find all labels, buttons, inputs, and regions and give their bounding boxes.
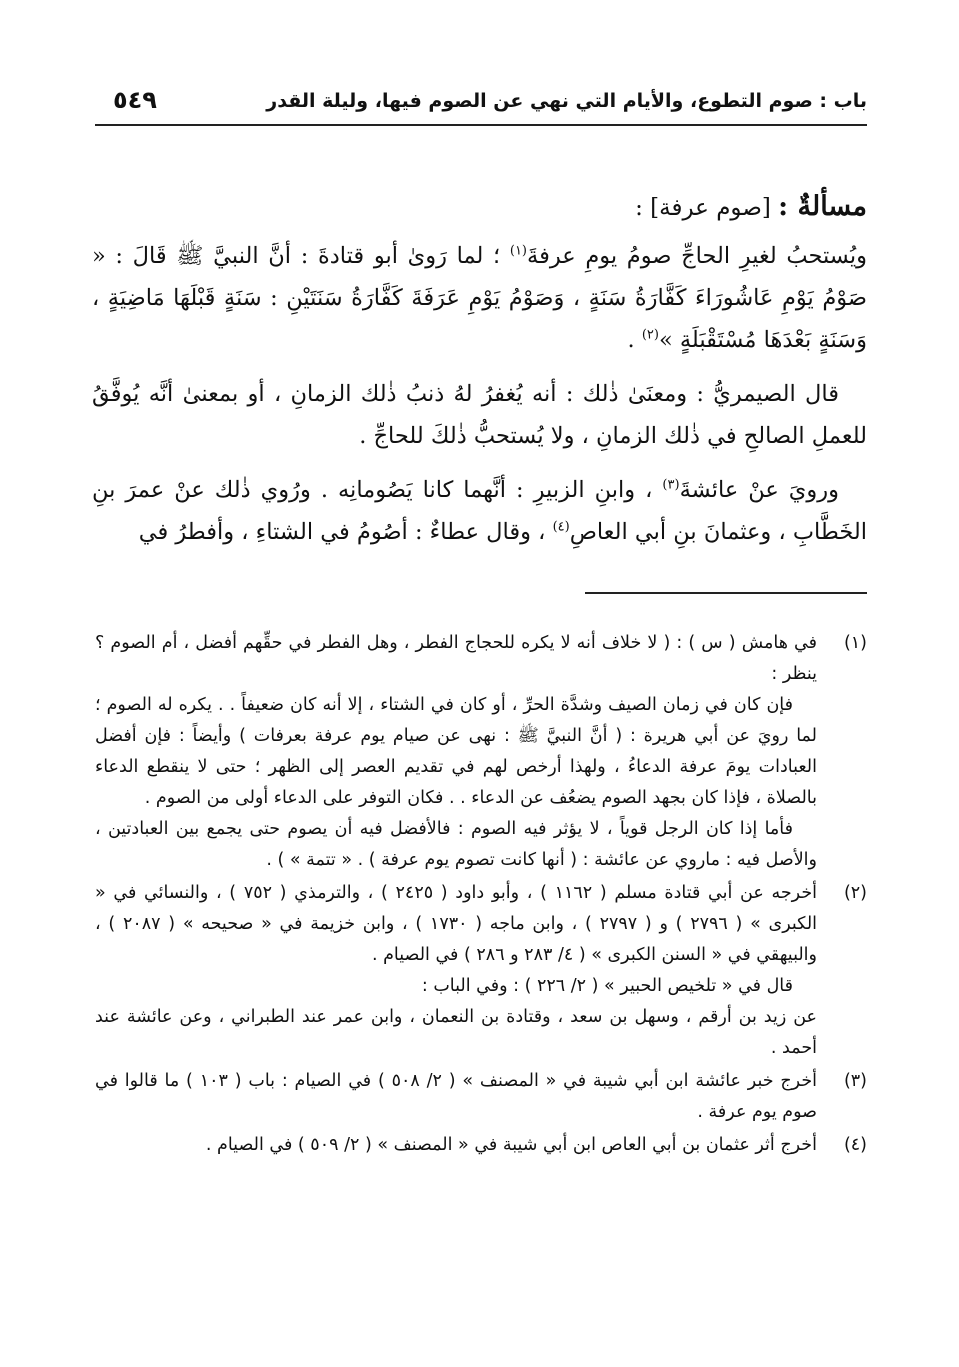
footnote-1 xyxy=(95,628,867,876)
footnote-ref-1: (١) xyxy=(509,243,527,259)
page-number: ٥٤٩ xyxy=(113,86,157,114)
paragraph-1 xyxy=(92,235,867,361)
footnote-subparagraph: فأما إذا كان الرجل قوياً ، لا يؤثر فيه الصوم : فالأفضل فيه أن يصوم حتى يجمع بين العبادتين ، والأصل فيه : ماروي عن عائشة : ( أنها كانت تصوم يوم عرفة ) . « تتمة » ) . xyxy=(95,819,817,870)
footnote-number: (٢) xyxy=(843,883,867,903)
footnote-2 xyxy=(95,878,867,1064)
footnote-ref-3: (٣) xyxy=(662,477,680,493)
footnote-3 xyxy=(95,1066,867,1128)
paragraph-3-part-c: ، وقال عطاءٌ : أصُومُ في الشتاءِ ، وأفطرُ في xyxy=(138,519,546,545)
footnote-body: أخرجه عن أبي قتادة مسلم ( ١١٦٢ ) ، وأبو داود ( ٢٤٢٥ ) ، والترمذي ( ٧٥٢ ) ، والنسائي في « الكبرى » ( ٢٧٩٦ ) و ( ٢٧٩٧ ) ، وابن ماجه ( ١٧٣٠ ) ، وابن خزيمة في « صحيحه » ( ٢٠٨٧ ) ، والبيهقي في « السنن الكبرى » ( ٤/ ٢٨٣ و ٢٨٦ ) في الصيام . xyxy=(95,883,818,965)
page-header xyxy=(95,80,867,126)
footnote-number: (١) xyxy=(843,633,867,653)
main-text xyxy=(92,190,867,565)
paragraph-1-part-b: ؛ لما رَوىٰ أبو قتادةَ : أنَّ النبيَّ ﷺ قَالَ : « صَوْمُ يَوْمِ عَاشُورَاءَ كَفَّارَةُ سَنَةٍ ، وَصَوْمُ يَوْمِ عَرَفَةَ كَفَّارَةُ سَنَتَيْنِ : سَنَةٍ قَبْلَهَا مَاضِيَةٍ ، وَسَنَةٍ بَعْدَهَا مُسْتَقْبَلَةٍ » xyxy=(92,243,867,353)
running-title: باب : صوم التطوع، والأيام التي نهي عن الصوم فيها، وليلة القدر xyxy=(266,90,867,112)
heading-title: [صوم عرفة] : xyxy=(635,195,771,221)
footnotes xyxy=(95,628,867,1163)
footnote-continuation: عن زيد بن أرقم ، وسهل بن سعد ، وقتادة بن النعمان ، وابن عمر عند الطبراني ، وعن عائشة عند أحمد . xyxy=(95,1007,817,1058)
footnote-4 xyxy=(95,1130,867,1161)
footnote-separator xyxy=(585,592,867,594)
footnote-ref-2: (٢) xyxy=(641,327,659,343)
footnote-body: أخرج خبر عائشة ابن أبي شيبة في « المصنف » ( ٢/ ٥٠٨ ) في الصيام : باب ( ١٠٣ ) ما قالوا في صوم يوم عرفة . xyxy=(95,1071,817,1122)
paragraph-2: قال الصيمريُّ : ومعنَىٰ ذٰلك : أنه يُغفرُ لهُ ذنبُ ذٰلك الزمانِ ، أو بمعنىٰ أنَّه يُوفَّقُ للعملِ الصالحِ في ذٰلك الزمانِ ، ولا يُستحبُّ ذٰلكَ للحاجِّ . xyxy=(92,381,867,449)
footnote-subparagraph: قال في « تلخيص الحبير » ( ٢/ ٢٢٦ ) : وفي الباب : xyxy=(421,976,793,996)
footnote-body: في هامش ( س ) : ( لا خلاف أنه لا يكره للحجاج الفطر ، وهل الفطر في حقِّهم أفضل ، أم الصوم ؟ ينظر : xyxy=(95,633,817,684)
footnote-number: (٤) xyxy=(843,1135,867,1155)
paragraph-1-part-a: ويُستحبُ لغيرِ الحاجِّ صومُ يومِ عرفةَ xyxy=(527,243,867,269)
footnote-body: أخرج أثر عثمان بن أبي العاص ابن أبي شيبة في « المصنف » ( ٢/ ٥٠٩ ) في الصيام . xyxy=(205,1135,817,1155)
paragraph-3-part-b: ، وابنِ الزبيرِ : أنَّهما كانا يَصُومانِه . ورُوي ذٰلك عنْ عمرَ بنِ الخَطَّابِ ، وعثمانَ بنِ أبي العاصِ xyxy=(92,477,867,545)
paragraph-3 xyxy=(92,469,867,553)
footnote-number: (٣) xyxy=(843,1071,867,1091)
paragraph-3-part-a: ورويَ عنْ عائشةَ xyxy=(679,477,840,503)
section-heading xyxy=(92,190,867,225)
footnote-subparagraph: فإن كان في زمان الصيف وشدَّة الحرِّ ، أو كان في الشتاء ، إلا أنه كان ضعيفاً . . يكره له الصوم ؛ لما رويَ عن أبي هريرة : ( أنَّ النبيَّ ﷺ : نهى عن صيام يوم عرفة بعرفات ) وأيضاً : فإن أفضل العبادات يومَ عرفة الدعاءُ ، ولهذا أرخص لهم في تقديم العصر إلى الظهر ؛ حتى لا ينقطع الدعاء بالصلاة ، فإذا كان بجهد الصوم يضعُف عن الدعاء . . فكان التوفر على الدعاء أولى من الصوم . xyxy=(95,695,817,808)
paragraph-1-part-c: . xyxy=(627,327,635,353)
heading-keyword: مسألةٌ : xyxy=(778,191,867,222)
footnote-ref-4: (٤) xyxy=(552,519,570,535)
